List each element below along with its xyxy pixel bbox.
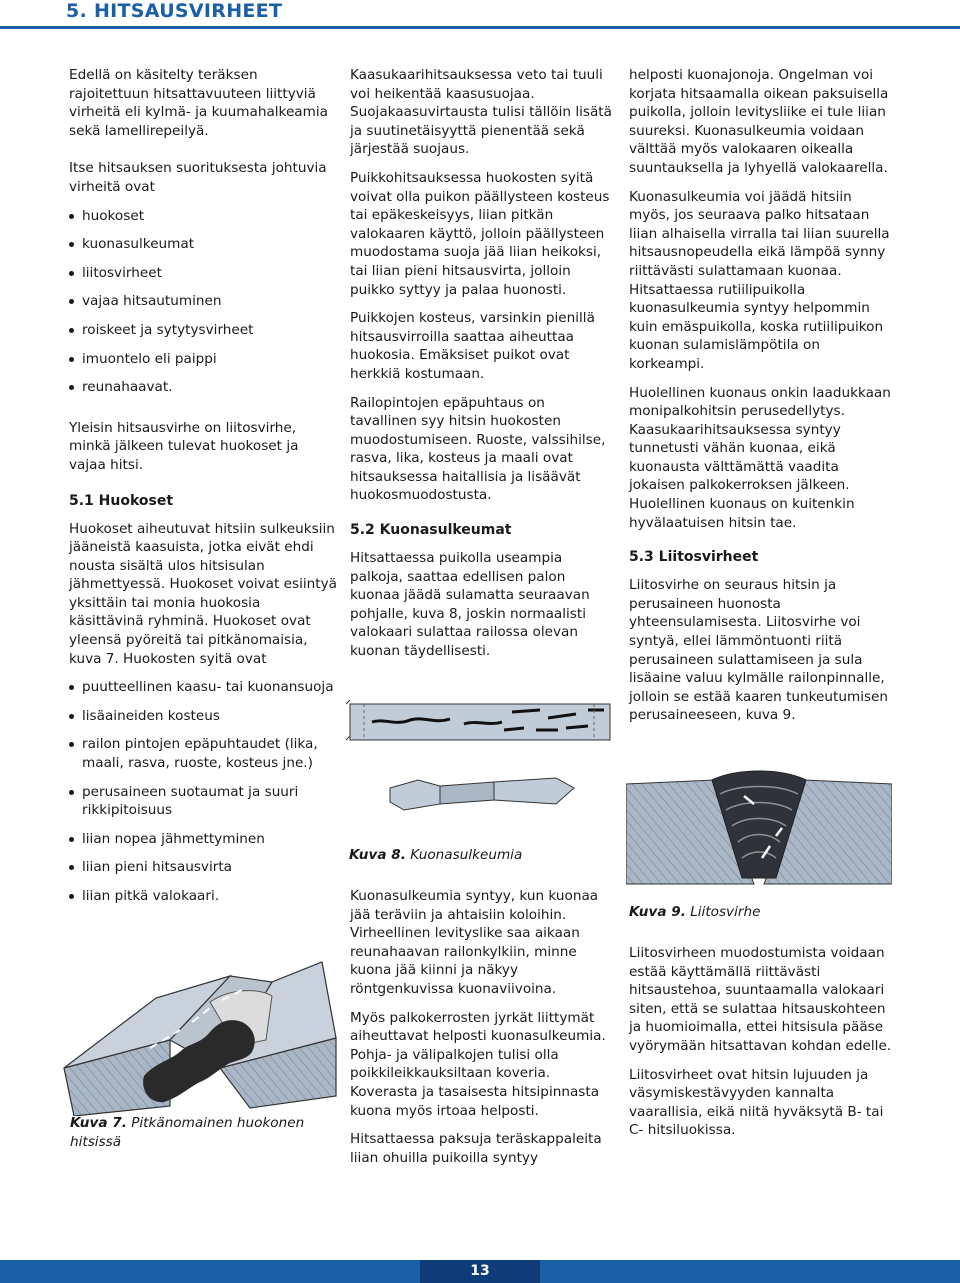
section-5-2-heading: 5.2 Kuonasulkeumat (350, 522, 512, 539)
list-item: huokoset (69, 207, 339, 226)
section-5-1-body: Huokoset aiheutuvat hitsiin sulkeuksiin jääneistä kaasuista, jotka eivät ehdi nousta sisältä ulos hitsisulan jähmettyessä. Huokoset voivat esiintyä yksittäin tai monia huokosia käsittävinä ryhminä. Huokoset ovat yleensä pyöreitä tai pitkänomaisia, kuva 7. Huokosten syitä ovat (69, 520, 337, 667)
list-item: kuonasulkeumat (69, 235, 339, 254)
figure-7-caption (70, 1114, 340, 1151)
paragraph: Hitsattaessa paksuja teräskappaleita liian ohuilla puikoilla syntyy (350, 1131, 602, 1166)
figure-9-number: Kuva 9. (629, 904, 686, 920)
list-item: puutteellinen kaasu- tai kuonansuoja (69, 678, 339, 697)
figure-7-text: Pitkänomainen huokonen hitsissä (70, 1115, 305, 1150)
paragraph: Liitosvirheet ovat hitsin lujuuden ja väsymiskestävyyden kannalta vaarallisia, eikä niitä hyväksytä B- tai C- hitsiluokissa. (629, 1066, 884, 1139)
paragraph: Kuonasulkeumia syntyy, kun kuonaa jää teräviin ja ahtaisiin koloihin. Virheellinen levityslike saa aikaan reunahaavan railonkylkiin, minne kuona jää kiinni ja näkyy röntgenkuvissa kuonaviivoina. (350, 888, 599, 997)
list-item: lisäaineiden kosteus (69, 707, 339, 726)
list-item: liitosvirheet (69, 264, 339, 283)
bead-section (440, 782, 494, 804)
figure-9-fusion-defect (626, 766, 892, 886)
paragraph: Myös palkokerrosten jyrkät liittymät aiheuttavat helposti kuonasulkeumia. Pohja- ja välipalkojen tulisi olla poikkileikkauksiltaan koveria. Koverasta ja tasaisesta hitsipinnasta kuona myös irtoaa helposti. (350, 1009, 606, 1119)
column-3-lower (629, 944, 895, 1140)
figure-8-number: Kuva 8. (349, 847, 406, 863)
paragraph: helposti kuonajonoja. Ongelman voi korjata hitsaamalla oikean paksuisella puikolla, jolloin levitysliike ei tule liian suureksi. Kuonasulkeumia voidaan välttää myös valokaaren oikealla suuntauksella ja lyhyellä valokaarella. (629, 67, 889, 176)
common-defect-paragraph: Yleisin hitsausvirhe on liitosvirhe, minkä jälkeen tulevat huokoset ja vajaa hitsi. (69, 419, 299, 473)
list-item: roiskeet ja sytytysvirheet (69, 321, 339, 340)
page-header (0, 0, 960, 26)
page-number: 13 (420, 1260, 540, 1283)
defects-lead: Itse hitsauksen suorituksesta johtuvia virheitä ovat (69, 160, 327, 195)
paragraph: Kaasukaarihitsauksessa veto tai tuuli voi heikentää kaasusuojaa. Suojakaasuvirtausta tulisi tällöin lisätä ja suutinetäisyyttä pienentää sekä järjestää suojaus. (350, 67, 612, 158)
paragraph: Puikkojen kosteus, varsinkin pienillä hitsausvirroilla saattaa aiheuttaa huokosia. Emäksiset puikot ovat herkkiä kostumaan. (350, 310, 595, 382)
list-item: liian pitkä valokaari. (69, 887, 339, 906)
paragraph: Puikkohitsauksessa huokosten syitä voivat olla puikon päällysteen kosteus tai epäkeskeisyys, liian pitkän valokaaren käyttö, jolloin päällysteen muodostama suoja jää liian heikoksi, tai liian pieni hitsausvirta, jolloin puikko syttyy ja palaa huonosti. (350, 169, 610, 298)
figure-8-text: Kuonasulkeumia (410, 847, 523, 863)
section-5-3-body: Liitosvirhe on seuraus hitsin ja perusaineen huonosta yhteensulamisesta. Liitosvirhe voi syntyä, ellei lämmöntuonti riitä perusaineen sulattamiseen ja sula lisäaine valuu kylmälle railonpinnalle, jolloin se estää kaaren tunkeutumisen perusaineeseen, kuva 9. (629, 577, 889, 724)
list-item: vajaa hitsautuminen (69, 292, 339, 311)
figure-8-slag-inclusions (344, 700, 614, 820)
page-footer (0, 1260, 960, 1283)
section-5-2-body: Hitsattaessa puikolla useampia palkoja, saattaa edellisen palon kuonaa jäädä sulamatta seuraavan pohjalle, kuva 8, joskin normaalisti valokaari sulattaa railossa olevan kuonan täydellisesti. (350, 550, 590, 660)
paragraph: Liitosvirheen muodostumista voidaan estää käyttämällä riittävästi hitsaustehoa, suuntaamalla valokaari siten, että se sulattaa hitsauskohteen ja huomioimalla, ettei hitsisula pääse vyörymään hitsattavan kohdan edelle. (629, 945, 892, 1054)
section-5-3-heading: 5.3 Liitosvirheet (629, 549, 759, 566)
paragraph: Huolellinen kuonaus onkin laadukkaan monipalkohitsin perusedellytys. Kaasukaarihitsauksessa syntyy tunnetusti vähän kuonaa, eikä kuonausta välttämättä vaadita jokaisen palkokerroksen jälkeen. Huolellinen kuonaus on kuitenkin hyvälaatuisen hitsin tae. (629, 384, 891, 531)
figure-9-caption (629, 903, 895, 922)
column-2 (350, 66, 612, 661)
list-item: liian nopea jähmettyminen (69, 830, 339, 849)
paragraph: Kuonasulkeumia voi jäädä hitsiin myös, jos seuraava palko hitsataan liian alhaisella virralla tai liian suurella hitsausnopeudella eikä lämpöä synny riittävästi sulattamaan kuonaa. Hitsattaessa rutiilipuikolla kuonasulkeumia syntyy helpommin kuin emäspuikolla, koska rutiilipuikon kuonan sulamislämpötila on korkeampi. (629, 188, 890, 372)
column-3 (629, 66, 895, 725)
intro-paragraph: Edellä on käsitelty teräksen rajoitettuun hitsattavuuteen liittyviä virheitä eli kylmä- ja kuumahalkeamia sekä lamellirepeilyä. (69, 67, 328, 139)
section-5-1-heading: 5.1 Huokoset (69, 492, 174, 509)
figure-7-elongated-pore (60, 948, 340, 1116)
page-title: 5. HITSAUSVIRHEET (66, 0, 283, 22)
list-item: imuontelo eli paippi (69, 350, 339, 369)
list-item: liian pieni hitsausvirta (69, 858, 339, 877)
bead-section (494, 778, 574, 804)
list-item: perusaineen suotaumat ja suuri rikkipitoisuus (69, 783, 339, 820)
figure-9-text: Liitosvirhe (690, 904, 761, 920)
bead-section (390, 780, 440, 810)
paragraph: Railopintojen epäpuhtaus on tavallinen syy hitsin huokosten muodostumiseen. Ruoste, valssihilse, rasva, lika, kosteus ja maali ovat hitsauksessa haitallisia ja lisäävät huokosmuodostusta. (350, 394, 606, 504)
list-item: reunahaavat. (69, 378, 339, 397)
list-item: railon pintojen epäpuhtaudet (lika, maali, rasva, ruoste, kosteus jne.) (69, 735, 339, 772)
defects-list (69, 207, 339, 397)
figure-8-caption (349, 846, 611, 865)
header-rule (0, 26, 960, 29)
column-1 (69, 66, 339, 916)
figure-7-number: Kuva 7. (70, 1115, 127, 1131)
causes-list (69, 678, 339, 905)
column-2-lower (350, 887, 612, 1167)
